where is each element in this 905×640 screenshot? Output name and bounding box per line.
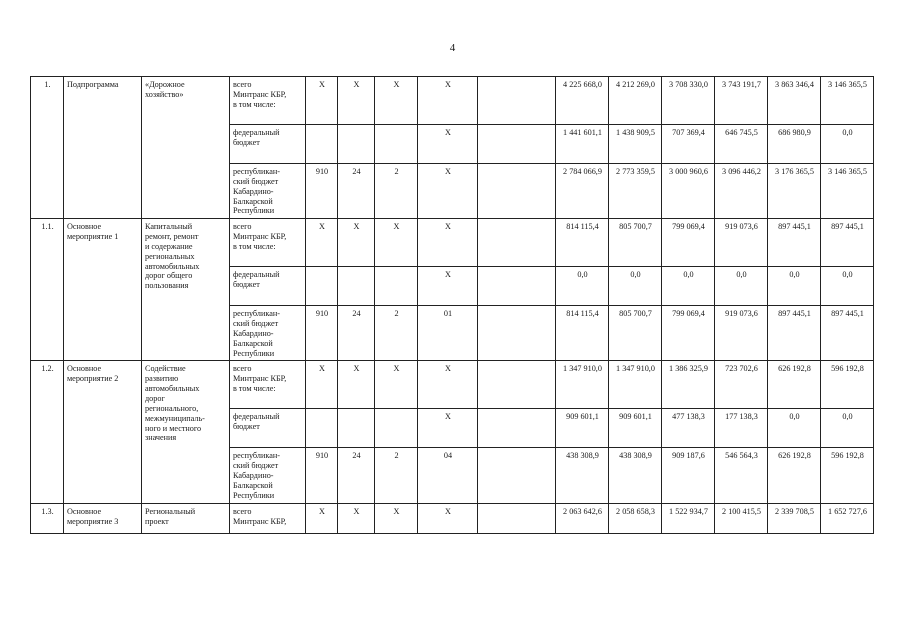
amount-year-5: 686 980,9	[768, 125, 821, 164]
amount-year-2: 438 308,9	[609, 448, 662, 503]
amount-year-4: 3 743 191,7	[715, 77, 768, 125]
amount-year-3: 3 708 330,0	[662, 77, 715, 125]
amount-year-3: 799 069,4	[662, 306, 715, 361]
amount-year-6: 0,0	[821, 125, 874, 164]
code-grbs	[306, 267, 338, 306]
amount-year-6: 3 146 365,5	[821, 77, 874, 125]
funding-source: всего Минтранс КБР, в том числе:	[230, 77, 306, 125]
code-vr	[478, 361, 556, 409]
amount-year-2: 2 058 658,3	[609, 503, 662, 533]
code-rzpr	[338, 267, 375, 306]
amount-year-4: 3 096 446,2	[715, 164, 768, 219]
code-grbs: Х	[306, 219, 338, 267]
page-number: 4	[449, 42, 456, 54]
amount-year-4: 546 564,3	[715, 448, 768, 503]
code-grbs: Х	[306, 503, 338, 533]
code-event: Х	[418, 125, 478, 164]
code-rzpr: Х	[338, 77, 375, 125]
code-vr	[478, 409, 556, 448]
budget-table	[30, 76, 874, 534]
code-vr	[478, 448, 556, 503]
amount-year-4: 646 745,5	[715, 125, 768, 164]
amount-year-1: 2 063 642,6	[556, 503, 609, 533]
row-number: 1.1.	[31, 219, 64, 361]
program-description: Региональный проект	[142, 503, 230, 533]
code-rzpr: 24	[338, 448, 375, 503]
amount-year-1: 4 225 668,0	[556, 77, 609, 125]
amount-year-1: 438 308,9	[556, 448, 609, 503]
amount-year-1: 1 347 910,0	[556, 361, 609, 409]
code-grbs: Х	[306, 77, 338, 125]
program-name: Подпрограмма	[64, 77, 142, 219]
funding-source: федеральный бюджет	[230, 125, 306, 164]
amount-year-2: 0,0	[609, 267, 662, 306]
amount-year-5: 626 192,8	[768, 448, 821, 503]
code-event: Х	[418, 503, 478, 533]
row-number: 1.	[31, 77, 64, 219]
code-program: Х	[375, 219, 418, 267]
amount-year-5: 626 192,8	[768, 361, 821, 409]
code-event: Х	[418, 361, 478, 409]
funding-source: федеральный бюджет	[230, 409, 306, 448]
amount-year-2: 909 601,1	[609, 409, 662, 448]
code-event: Х	[418, 409, 478, 448]
code-program: Х	[375, 503, 418, 533]
code-vr	[478, 77, 556, 125]
program-description: «Дорожное хозяйство»	[142, 77, 230, 219]
amount-year-4: 2 100 415,5	[715, 503, 768, 533]
table-row	[31, 219, 874, 267]
amount-year-2: 1 347 910,0	[609, 361, 662, 409]
amount-year-5: 897 445,1	[768, 219, 821, 267]
code-grbs: Х	[306, 361, 338, 409]
amount-year-3: 0,0	[662, 267, 715, 306]
amount-year-3: 1 522 934,7	[662, 503, 715, 533]
program-name: Основное мероприятие 2	[64, 361, 142, 503]
code-rzpr: Х	[338, 361, 375, 409]
code-program	[375, 409, 418, 448]
amount-year-2: 2 773 359,5	[609, 164, 662, 219]
code-vr	[478, 267, 556, 306]
funding-source: всего Минтранс КБР, в том числе:	[230, 361, 306, 409]
row-number: 1.2.	[31, 361, 64, 503]
amount-year-6: 897 445,1	[821, 306, 874, 361]
code-grbs	[306, 125, 338, 164]
code-rzpr	[338, 409, 375, 448]
code-rzpr: Х	[338, 503, 375, 533]
amount-year-4: 0,0	[715, 267, 768, 306]
table-row	[31, 361, 874, 409]
amount-year-6: 596 192,8	[821, 448, 874, 503]
amount-year-4: 177 138,3	[715, 409, 768, 448]
code-event: 01	[418, 306, 478, 361]
amount-year-1: 909 601,1	[556, 409, 609, 448]
amount-year-3: 1 386 325,9	[662, 361, 715, 409]
amount-year-6: 897 445,1	[821, 219, 874, 267]
code-event: Х	[418, 219, 478, 267]
program-description: Содействие развитию автомобильных дорог регионального, межмуниципаль- ного и местного значения	[142, 361, 230, 503]
table-row	[31, 77, 874, 125]
amount-year-5: 3 176 365,5	[768, 164, 821, 219]
amount-year-6: 1 652 727,6	[821, 503, 874, 533]
amount-year-2: 805 700,7	[609, 219, 662, 267]
code-vr	[478, 125, 556, 164]
amount-year-4: 919 073,6	[715, 219, 768, 267]
amount-year-5: 897 445,1	[768, 306, 821, 361]
code-grbs: 910	[306, 306, 338, 361]
code-program: Х	[375, 361, 418, 409]
amount-year-6: 0,0	[821, 267, 874, 306]
amount-year-5: 2 339 708,5	[768, 503, 821, 533]
amount-year-3: 477 138,3	[662, 409, 715, 448]
amount-year-6: 3 146 365,5	[821, 164, 874, 219]
code-program: 2	[375, 164, 418, 219]
amount-year-3: 799 069,4	[662, 219, 715, 267]
code-program: Х	[375, 77, 418, 125]
code-event: Х	[418, 267, 478, 306]
funding-source: всего Минтранс КБР,	[230, 503, 306, 533]
amount-year-2: 1 438 909,5	[609, 125, 662, 164]
amount-year-4: 723 702,6	[715, 361, 768, 409]
code-rzpr: Х	[338, 219, 375, 267]
amount-year-1: 0,0	[556, 267, 609, 306]
funding-source: всего Минтранс КБР, в том числе:	[230, 219, 306, 267]
program-name: Основное мероприятие 1	[64, 219, 142, 361]
funding-source: республикан- ский бюджет Кабардино- Балкарской Республики	[230, 164, 306, 219]
amount-year-3: 909 187,6	[662, 448, 715, 503]
amount-year-1: 814 115,4	[556, 306, 609, 361]
program-name: Основное мероприятие 3	[64, 503, 142, 533]
code-rzpr: 24	[338, 306, 375, 361]
code-grbs	[306, 409, 338, 448]
code-rzpr: 24	[338, 164, 375, 219]
code-vr	[478, 219, 556, 267]
funding-source: республикан- ский бюджет Кабардино- Балкарской Республики	[230, 306, 306, 361]
amount-year-4: 919 073,6	[715, 306, 768, 361]
funding-source: республикан- ский бюджет Кабардино- Балкарской Республики	[230, 448, 306, 503]
code-program: 2	[375, 306, 418, 361]
table-row	[31, 503, 874, 533]
amount-year-5: 3 863 346,4	[768, 77, 821, 125]
code-program	[375, 125, 418, 164]
amount-year-2: 4 212 269,0	[609, 77, 662, 125]
amount-year-3: 707 369,4	[662, 125, 715, 164]
amount-year-5: 0,0	[768, 409, 821, 448]
code-vr	[478, 306, 556, 361]
amount-year-2: 805 700,7	[609, 306, 662, 361]
code-program: 2	[375, 448, 418, 503]
amount-year-3: 3 000 960,6	[662, 164, 715, 219]
amount-year-1: 2 784 066,9	[556, 164, 609, 219]
code-grbs: 910	[306, 164, 338, 219]
amount-year-6: 596 192,8	[821, 361, 874, 409]
code-rzpr	[338, 125, 375, 164]
row-number: 1.3.	[31, 503, 64, 533]
code-program	[375, 267, 418, 306]
amount-year-1: 814 115,4	[556, 219, 609, 267]
amount-year-6: 0,0	[821, 409, 874, 448]
amount-year-5: 0,0	[768, 267, 821, 306]
code-vr	[478, 503, 556, 533]
program-description: Капитальный ремонт, ремонт и содержание региональных автомобильных дорог общего пользования	[142, 219, 230, 361]
code-grbs: 910	[306, 448, 338, 503]
code-vr	[478, 164, 556, 219]
code-event: Х	[418, 164, 478, 219]
table-body	[31, 77, 874, 534]
amount-year-1: 1 441 601,1	[556, 125, 609, 164]
code-event: Х	[418, 77, 478, 125]
code-event: 04	[418, 448, 478, 503]
funding-source: федеральный бюджет	[230, 267, 306, 306]
